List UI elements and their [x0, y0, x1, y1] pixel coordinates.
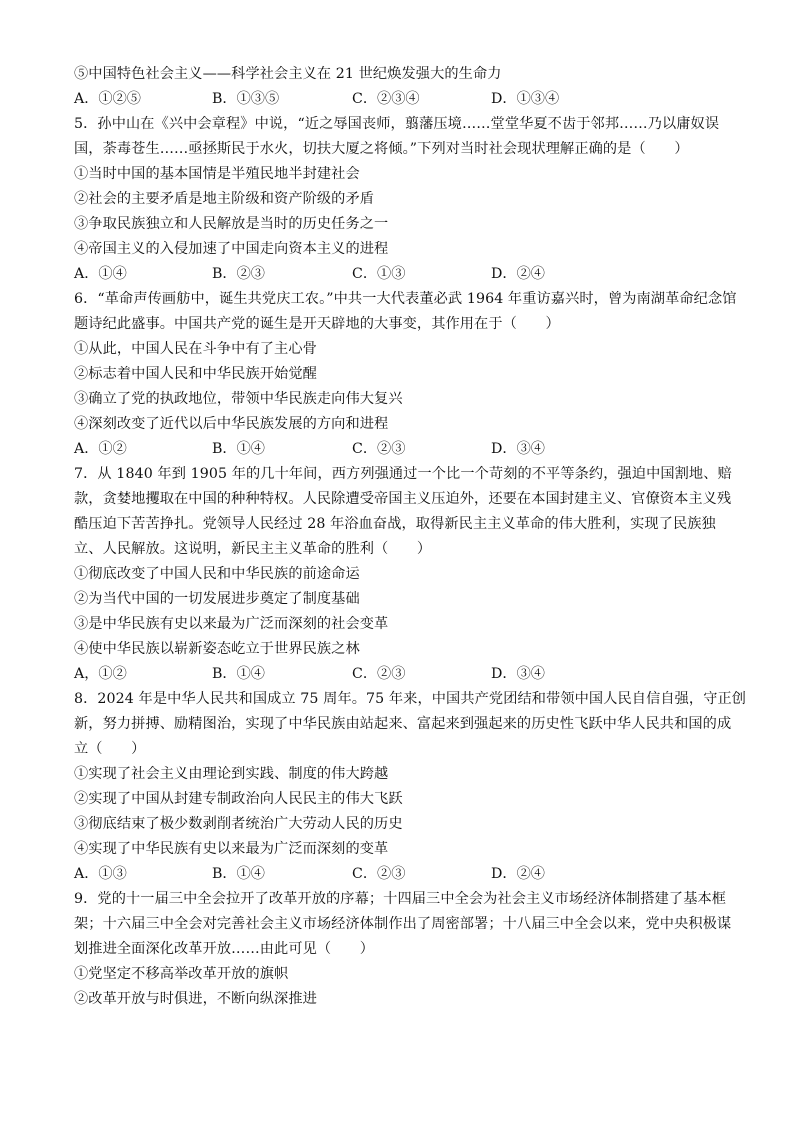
question-7-stem: 7．从 1840 年到 1905 年的几十年间，西方列强通过一个比一个苛刻的不平等条约，强迫中国割地、赔: [74, 466, 732, 482]
answer-choice-c[interactable]: C．②③: [352, 866, 406, 882]
question-5-stem: 国，荼毒苍生……亟拯斯民于水火，切扶大厦之将倾。”下列对当时社会现状理解正确的是（ ）: [74, 141, 689, 157]
answer-choice-c[interactable]: C．①③: [352, 266, 406, 282]
question-9-stem: 9．党的十一届三中全会拉开了改革开放的序幕；十四届三中全会为社会主义市场经济体制搭建了基本框: [74, 891, 727, 907]
question-6-stem: 6．“革命声传画舫中，诞生共党庆工农。”中共一大代表董必武 1964 年重访嘉兴时，曾为南湖革命纪念馆: [74, 291, 737, 307]
question-7-statement: ①彻底改变了中国人民和中华民族的前途命运: [74, 566, 360, 582]
question-5-statement: ②社会的主要矛盾是地主阶级和资产阶级的矛盾: [74, 191, 375, 207]
answer-choice-a[interactable]: A．①②: [74, 441, 127, 457]
answer-choice-a[interactable]: A，①②: [74, 666, 127, 682]
question-9-stem: 架；十六届三中全会对完善社会主义市场经济体制作出了周密部署；十八届三中全会以来，党中央积极谋: [74, 916, 732, 932]
question-6-statement: ③确立了党的执政地位，带领中华民族走向伟大复兴: [74, 391, 403, 407]
question-7-stem: 款，贪婪地攫取在中国的种种特权。人民除遭受帝国主义压迫外，还要在本国封建主义、官僚资本主义残: [74, 491, 732, 507]
answer-choice-d[interactable]: D．①③④: [491, 91, 560, 107]
question-9-statement: ①党坚定不移高举改革开放的旗帜: [74, 966, 289, 982]
question-6-statement: ①从此，中国人民在斗争中有了主心骨: [74, 341, 317, 357]
answer-choice-c[interactable]: C．②③: [352, 666, 406, 682]
question-7-stem: 酷压迫下苦苦挣扎。党领导人民经过 28 年浴血奋战，取得新民主主义革命的伟大胜利，实现了民族独: [74, 516, 716, 532]
answer-choice-d[interactable]: D．③④: [491, 441, 545, 457]
question-8-statement: ②实现了中国从封建专制政治向人民民主的伟大飞跃: [74, 791, 403, 807]
question-9-stem: 划推进全面深化改革开放……由此可见（ ）: [74, 941, 375, 957]
answer-choice-c[interactable]: C．②③: [352, 441, 406, 457]
question-6-stem: 题诗纪此盛事。中国共产党的诞生是开天辟地的大事变，其作用在于（ ）: [74, 316, 560, 332]
answer-choice-d[interactable]: D．②④: [491, 266, 545, 282]
question-5-statement: ④帝国主义的入侵加速了中国走向资本主义的进程: [74, 241, 389, 257]
question-8-statement: ④实现了中华民族有史以来最为广泛而深刻的变革: [74, 841, 389, 857]
question-5-statement: ①当时中国的基本国情是半殖民地半封建社会: [74, 166, 360, 182]
answer-choice-b[interactable]: B．①④: [212, 866, 265, 882]
answer-choice-c[interactable]: C．②③④: [352, 91, 420, 107]
answer-choice-a[interactable]: A．①③: [74, 866, 127, 882]
answer-choice-a[interactable]: A．①④: [74, 266, 127, 282]
answer-choice-b[interactable]: B．①④: [212, 441, 265, 457]
question-5-stem: 5．孙中山在《兴中会章程》中说，“近之辱国丧师，翦藩压境……堂堂华夏不齿于邻邦……乃以庸奴误: [74, 116, 720, 132]
question-7-stem: 立、人民解放。这说明，新民主主义革命的胜利（ ）: [74, 541, 432, 557]
question-6-statement: ②标志着中国人民和中华民族开始觉醒: [74, 366, 317, 382]
answer-choice-d[interactable]: D．②④: [491, 866, 545, 882]
question-8-stem: 新，努力拼搏、励精图治，实现了中华民族由站起来、富起来到强起来的历史性飞跃中华人民共和国的成: [74, 716, 732, 732]
answer-choice-b[interactable]: B．②③: [212, 266, 265, 282]
question-5-statement: ③争取民族独立和人民解放是当时的历史任务之一: [74, 216, 389, 232]
question-4-option-5: ⑤中国特色社会主义——科学社会主义在 21 世纪焕发强大的生命力: [74, 66, 502, 82]
question-7-statement: ③是中华民族有史以来最为广泛而深刻的社会变革: [74, 616, 389, 632]
answer-choice-b[interactable]: B．①③⑤: [212, 91, 280, 107]
question-8-statement: ①实现了社会主义由理论到实践、制度的伟大跨越: [74, 766, 389, 782]
question-6-statement: ④深刻改变了近代以后中华民族发展的方向和进程: [74, 416, 389, 432]
question-9-statement: ②改革开放与时俱进，不断向纵深推进: [74, 991, 317, 1007]
answer-choice-b[interactable]: B．①④: [212, 666, 265, 682]
question-8-statement: ③彻底结束了极少数剥削者统治广大劳动人民的历史: [74, 816, 403, 832]
question-8-stem: 8．2024 年是中华人民共和国成立 75 周年。75 年来，中国共产党团结和带领中国人民自信自强，守正创: [74, 691, 747, 707]
question-7-statement: ④使中华民族以崭新姿态屹立于世界民族之林: [74, 641, 360, 657]
question-8-stem: 立（ ）: [74, 741, 146, 757]
answer-choice-a[interactable]: A．①②⑤: [74, 91, 141, 107]
answer-choice-d[interactable]: D．③④: [491, 666, 545, 682]
question-7-statement: ②为当代中国的一切发展进步奠定了制度基础: [74, 591, 360, 607]
